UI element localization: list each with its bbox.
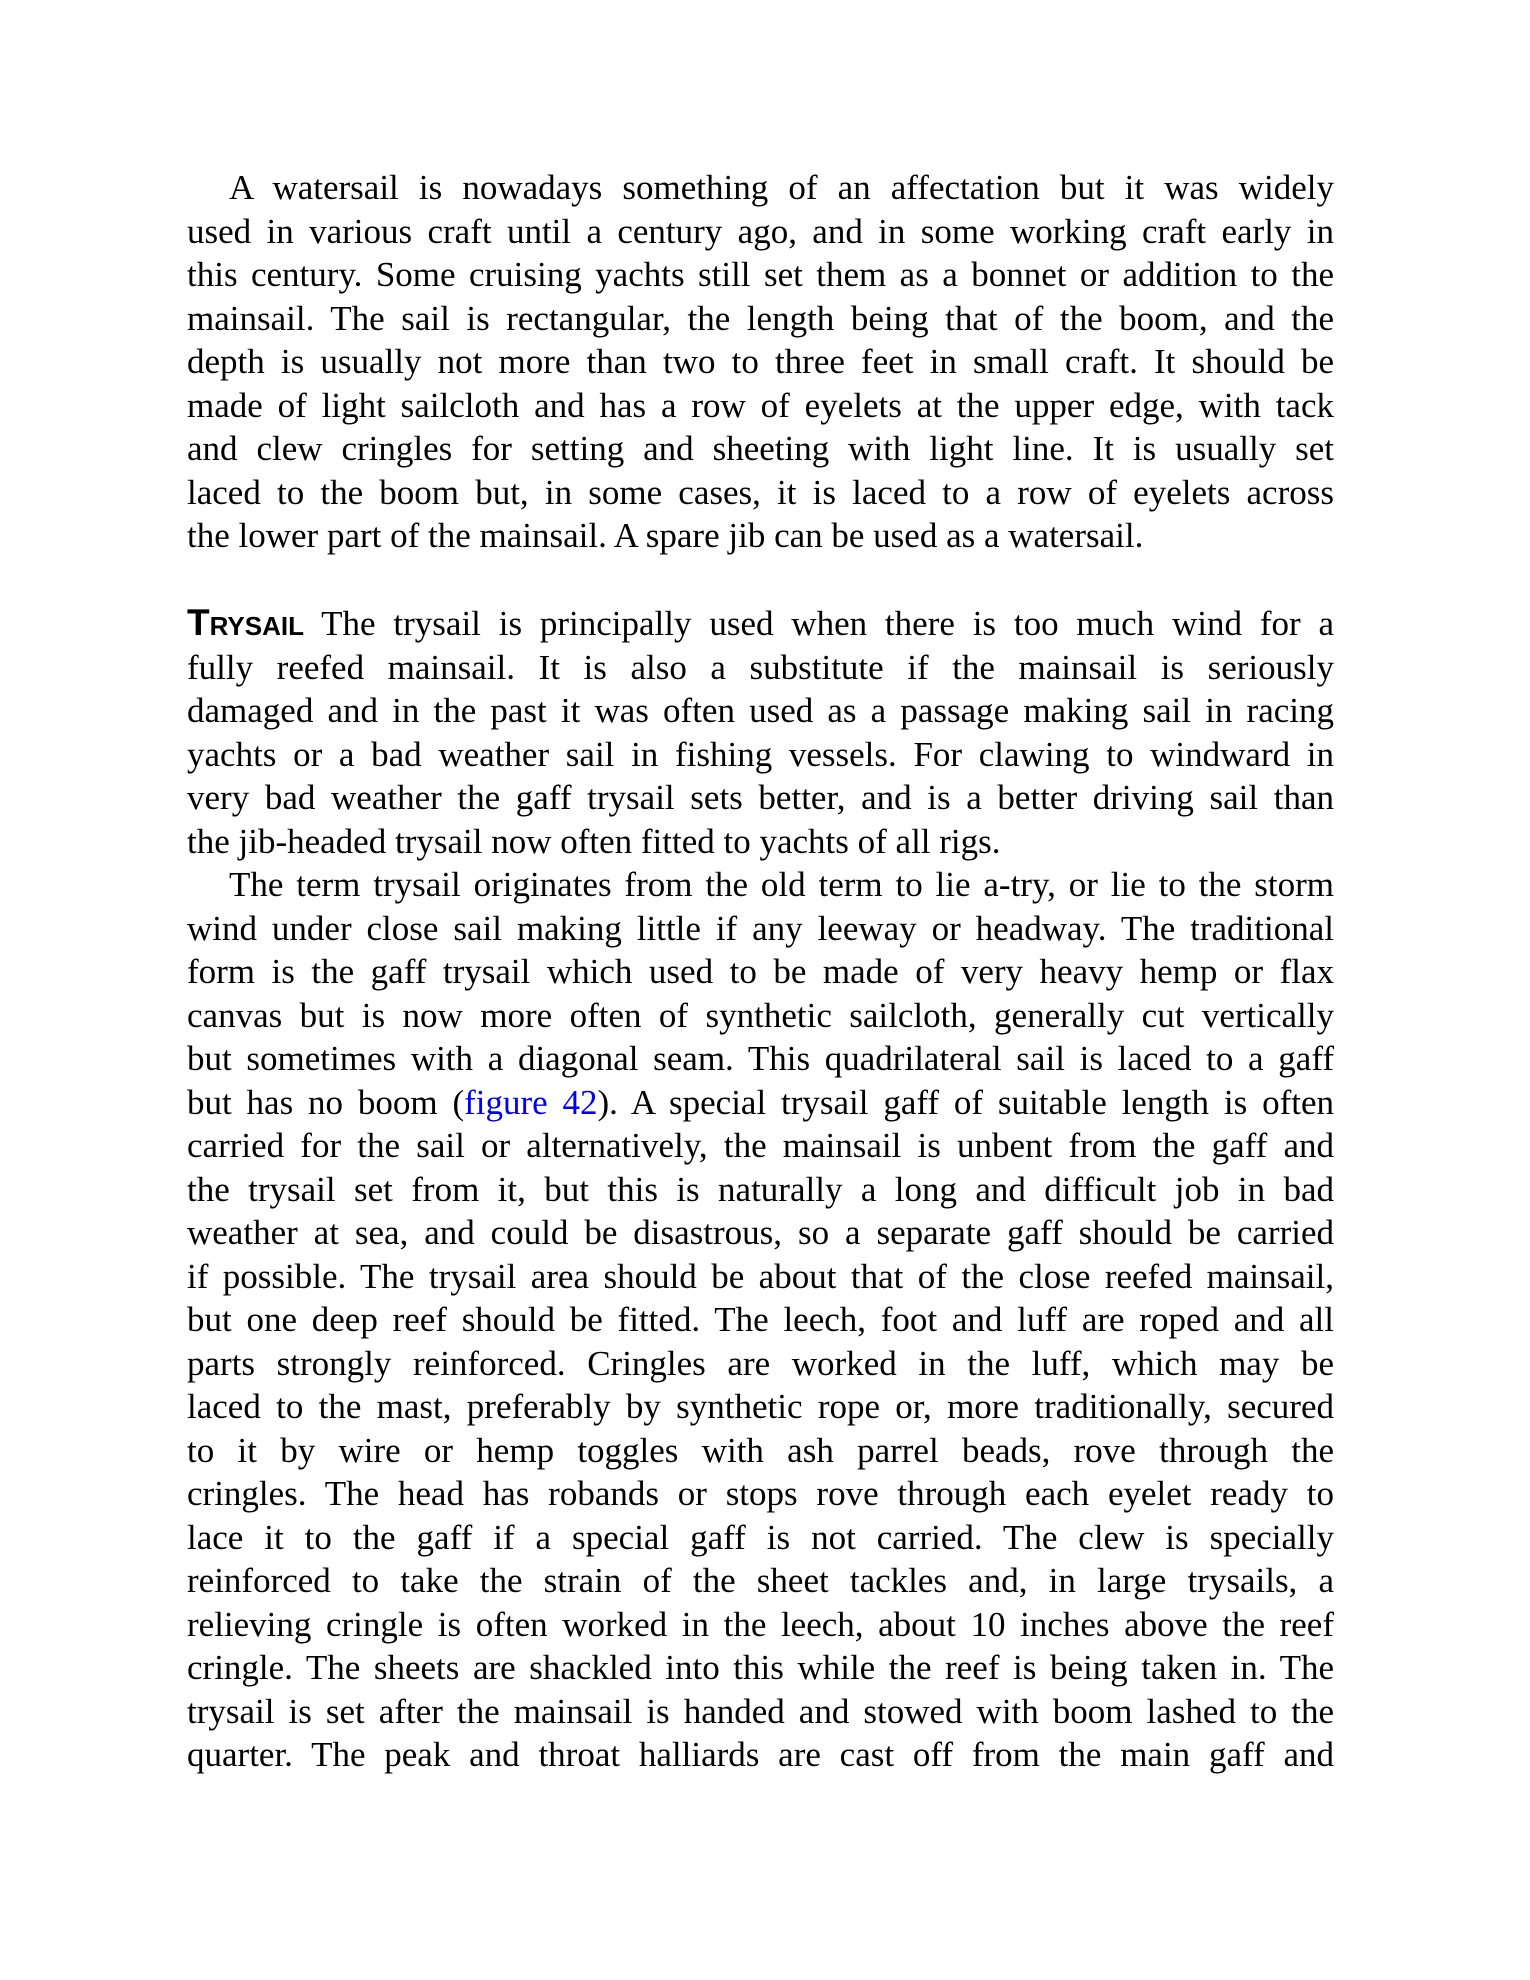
text-line: relieving cringle is often worked in the leech, about 10 inches above the reef — [187, 1604, 1334, 1644]
text-line: wind under close sail making little if any leeway or headway. The traditional — [187, 908, 1334, 948]
text-line: laced to the mast, preferably by synthetic rope or, more traditionally, secured — [187, 1387, 1334, 1426]
text-line: the jib-headed trysail now often fitted to yachts of all rigs. — [187, 821, 1001, 861]
text-line: weather at sea, and could be disastrous, so a separate gaff should be carried — [187, 1213, 1334, 1252]
trysail-detail-paragraph — [187, 863, 1334, 1777]
text-line: cringles. The head has robands or stops rove through each eyelet ready to — [187, 1474, 1334, 1513]
text-line: The term trysail originates from the old term to lie a-try, or lie to the storm — [229, 865, 1334, 904]
text-line: canvas but is now more often of synthetic sailcloth, generally cut vertically — [187, 995, 1334, 1035]
text-line: A watersail is nowadays something of an affectation but it was widely — [229, 168, 1334, 207]
text-line: but one deep reef should be fitted. The leech, foot and luff are roped and all — [187, 1300, 1334, 1339]
text-line: cringle. The sheets are shackled into this while the reef is being taken in. The — [187, 1648, 1334, 1687]
text-line: lace it to the gaff if a special gaff is not carried. The clew is specially — [187, 1517, 1334, 1557]
watersail-paragraph — [187, 166, 1334, 558]
text-line: but sometimes with a diagonal seam. This quadrilateral sail is laced to a gaff — [187, 1039, 1334, 1078]
text-line: made of light sailcloth and has a row of eyelets at the upper edge, with tack — [187, 385, 1334, 425]
page-text-block — [187, 166, 1334, 1777]
text-line: this century. Some cruising yachts still set them as a bonnet or addition to the — [187, 255, 1334, 294]
trysail-intro-paragraph — [187, 601, 1334, 863]
text-line: and clew cringles for setting and sheeting with light line. It is usually set — [187, 429, 1334, 468]
text-line: damaged and in the past it was often used as a passage making sail in racing — [187, 691, 1334, 730]
text-line: fully reefed mainsail. It is also a substitute if the mainsail is seriously — [187, 647, 1334, 687]
text-line: to it by wire or hemp toggles with ash parrel beads, rove through the — [187, 1430, 1334, 1470]
text-line: the lower part of the mainsail. A spare jib can be used as a watersail. — [187, 516, 1144, 555]
text-line: if possible. The trysail area should be about that of the close reefed mainsail, — [187, 1256, 1334, 1296]
text-line: trysail is set after the mainsail is handed and stowed with boom lashed to the — [187, 1691, 1334, 1731]
text-line: yachts or a bad weather sail in fishing vessels. For clawing to windward in — [187, 734, 1334, 774]
text-line: reinforced to take the strain of the sheet tackles and, in large trysails, a — [187, 1561, 1334, 1600]
text-line: carried for the sail or alternatively, the mainsail is unbent from the gaff and — [187, 1126, 1334, 1165]
trysail-section-heading: Trysail — [187, 602, 304, 643]
text-line: but has no boom (figure 42). A special trysail gaff of suitable length is often — [187, 1082, 1334, 1122]
text-line: form is the gaff trysail which used to be made of very heavy hemp or flax — [187, 952, 1334, 991]
text-line: depth is usually not more than two to three feet in small craft. It should be — [187, 342, 1334, 381]
text-line: parts strongly reinforced. Cringles are worked in the luff, which may be — [187, 1343, 1334, 1383]
text-line: laced to the boom but, in some cases, it is laced to a row of eyelets across — [187, 472, 1334, 512]
text-line: mainsail. The sail is rectangular, the length being that of the boom, and the — [187, 298, 1334, 338]
text-line: used in various craft until a century ago, and in some working craft early in — [187, 211, 1334, 251]
text-line: very bad weather the gaff trysail sets better, and is a better driving sail than — [187, 778, 1334, 817]
text-line: Trysail The trysail is principally used when there is too much wind for a — [187, 602, 1334, 643]
text-line: the trysail set from it, but this is naturally a long and difficult job in bad — [187, 1169, 1334, 1209]
figure-42-link[interactable]: figure 42 — [464, 1082, 598, 1122]
text-line: quarter. The peak and throat halliards are cast off from the main gaff and — [187, 1735, 1334, 1774]
